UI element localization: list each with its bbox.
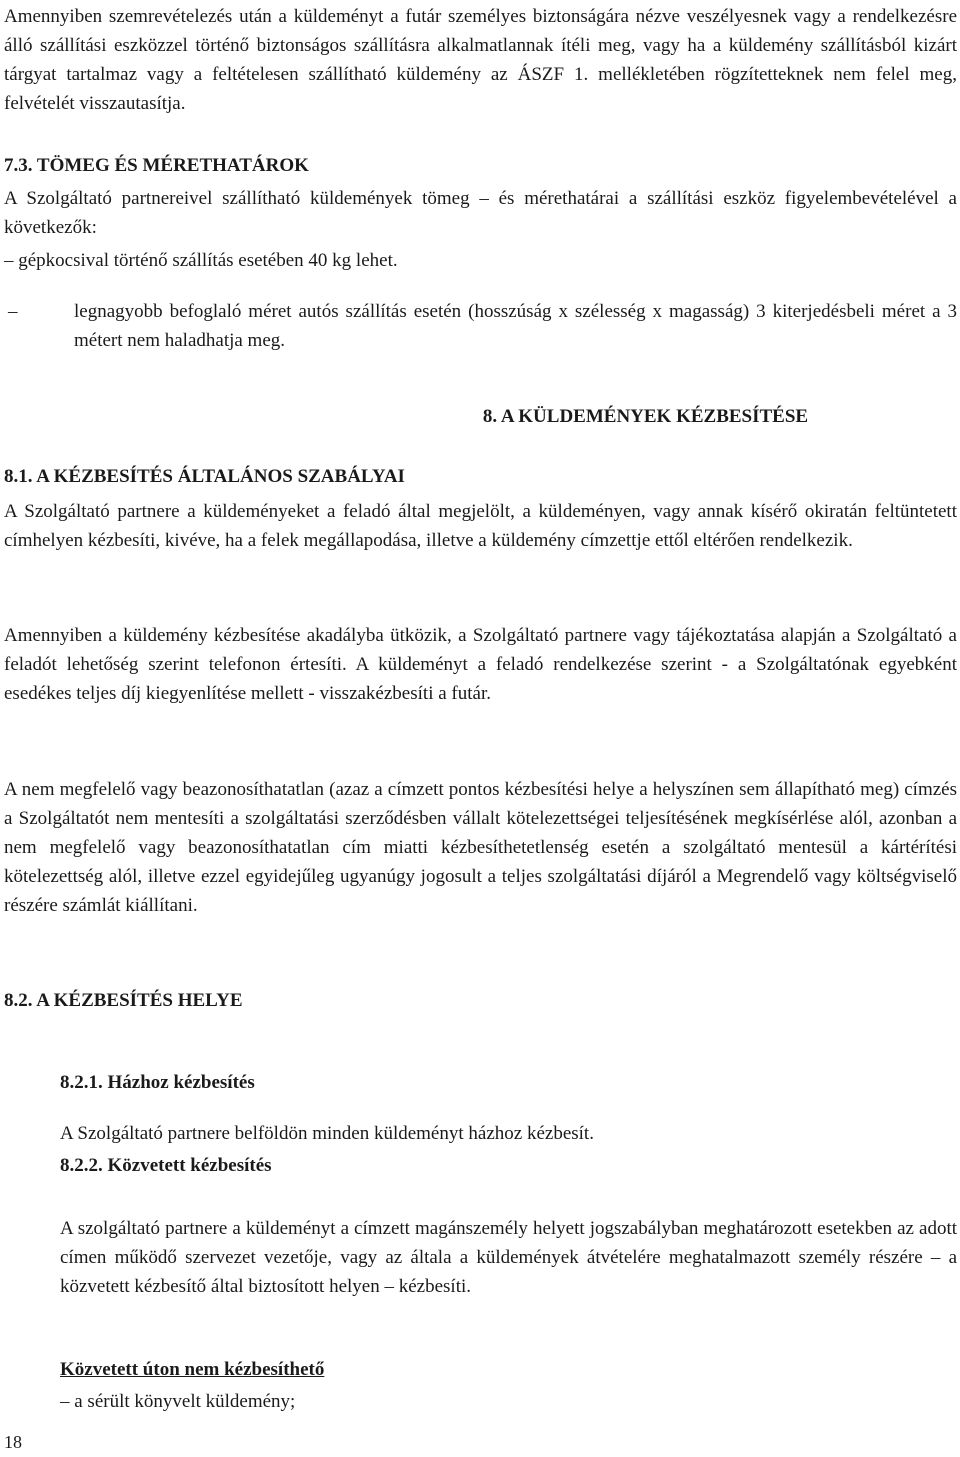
list-dash: – (8, 301, 18, 322)
intro-paragraph: Amennyiben szemrevételezés után a küldeményt a futár személyes biztonságára nézve veszélyesnek vagy a rendelkezésre álló szállítási eszközzel történő biztonságos szállításra alkalmatlannak ítéli meg, vagy ha a küldemény szállításból kizárt tárgyat tartalmaz vagy a feltételesen szállítható küldemény az ÁSZF 1. mellékletében rögzítetteknek nem felel meg, felvételét visszautasítja. (4, 6, 957, 114)
not-deliverable-heading (60, 1355, 957, 1384)
section-7-3-heading: 7.3. TÖMEG ÉS MÉRETHATÁROK (4, 155, 309, 176)
section-8-1-paragraph-3: A nem megfelelő vagy beazonosíthatatlan (azaz a címzett pontos kézbesítési helye a helyszínen sem állapítható meg) címzés a Szolgáltatót nem mentesíti a szolgáltatási szerződésben vállalt kötelezettségei teljesítésének megkísérlése alól, azonban a nem megfelelő vagy beazonosíthatatlan cím miatti kézbesíthetetlenség esetén a szolgáltató mentesül a kártérítési kötelezettség alól, illetve ezzel egyidejűleg ugyanúgy jogosult a teljes szolgáltatási díjáról a Megrendelő vagy költségviselő részére számlát kiállítani. (4, 779, 957, 916)
section-8-2-1-heading: 8.2.1. Házhoz kézbesítés (60, 1072, 255, 1093)
limit-item-weight: – gépkocsival történő szállítás esetében 40 kg lehet. (4, 250, 398, 271)
section-7-3-text: A Szolgáltató partnereivel szállítható küldemények tömeg – és mérethatárai a szállítási eszköz figyelembevételével a következők: (4, 188, 957, 238)
not-deliverable-item: – a sérült könyvelt küldemény; (60, 1391, 296, 1412)
chapter-8-title (4, 402, 957, 431)
page-number: 18 (4, 1432, 22, 1452)
section-8-2-2-text: A szolgáltató partnere a küldeményt a címzett magánszemély helyett jogszabályban meghatározott esetekben az adott címen működő szervezet vezetője, vagy az általa a küldemények átvételére meghatalmazott személy részére – a közvetett kézbesítő által biztosított helyen – kézbesíti. (60, 1218, 957, 1297)
section-8-1-heading: 8.1. A KÉZBESÍTÉS ÁLTALÁNOS SZABÁLYAI (4, 466, 405, 487)
limit-item-size (4, 297, 957, 355)
chapter-8-title-text: 8. A KÜLDEMÉNYEK KÉZBESÍTÉSE (482, 406, 809, 427)
section-8-2-1-text: A Szolgáltató partnere belföldön minden küldeményt házhoz kézbesít. (60, 1123, 594, 1144)
section-8-1-paragraph-2: Amennyiben a küldemény kézbesítése akadályba ütközik, a Szolgáltató partnere vagy tájékoztatása alapján a Szolgáltató a feladót lehetőség szerint telefonon értesíti. A küldeményt a feladó rendelkezése szerint - a Szolgáltatónak egyebként esedékes teljes díj kiegyenlítése mellett - visszakézbesíti a futár. (4, 625, 957, 704)
limit-item-size-text: legnagyobb befoglaló méret autós szállítás esetén (hosszúság x szélesség x magasság) 3 kiterjedésbeli méret a 3 métert nem haladhatja meg. (74, 301, 957, 351)
section-8-1-paragraph-1: A Szolgáltató partnere a küldeményeket a feladó által megjelölt, a küldeményen, vagy annak kísérő okiratán feltüntetett címhelyen kézbesíti, kivéve, ha a felek megállapodása, illetve a küldemény címzettje ettől eltérően rendelkezik. (4, 501, 957, 551)
not-deliverable-heading-text: Közvetett úton nem kézbesíthető (60, 1359, 325, 1380)
section-8-2-heading: 8.2. A KÉZBESÍTÉS HELYE (4, 990, 243, 1011)
section-8-2-2-heading: 8.2.2. Közvetett kézbesítés (60, 1155, 272, 1176)
